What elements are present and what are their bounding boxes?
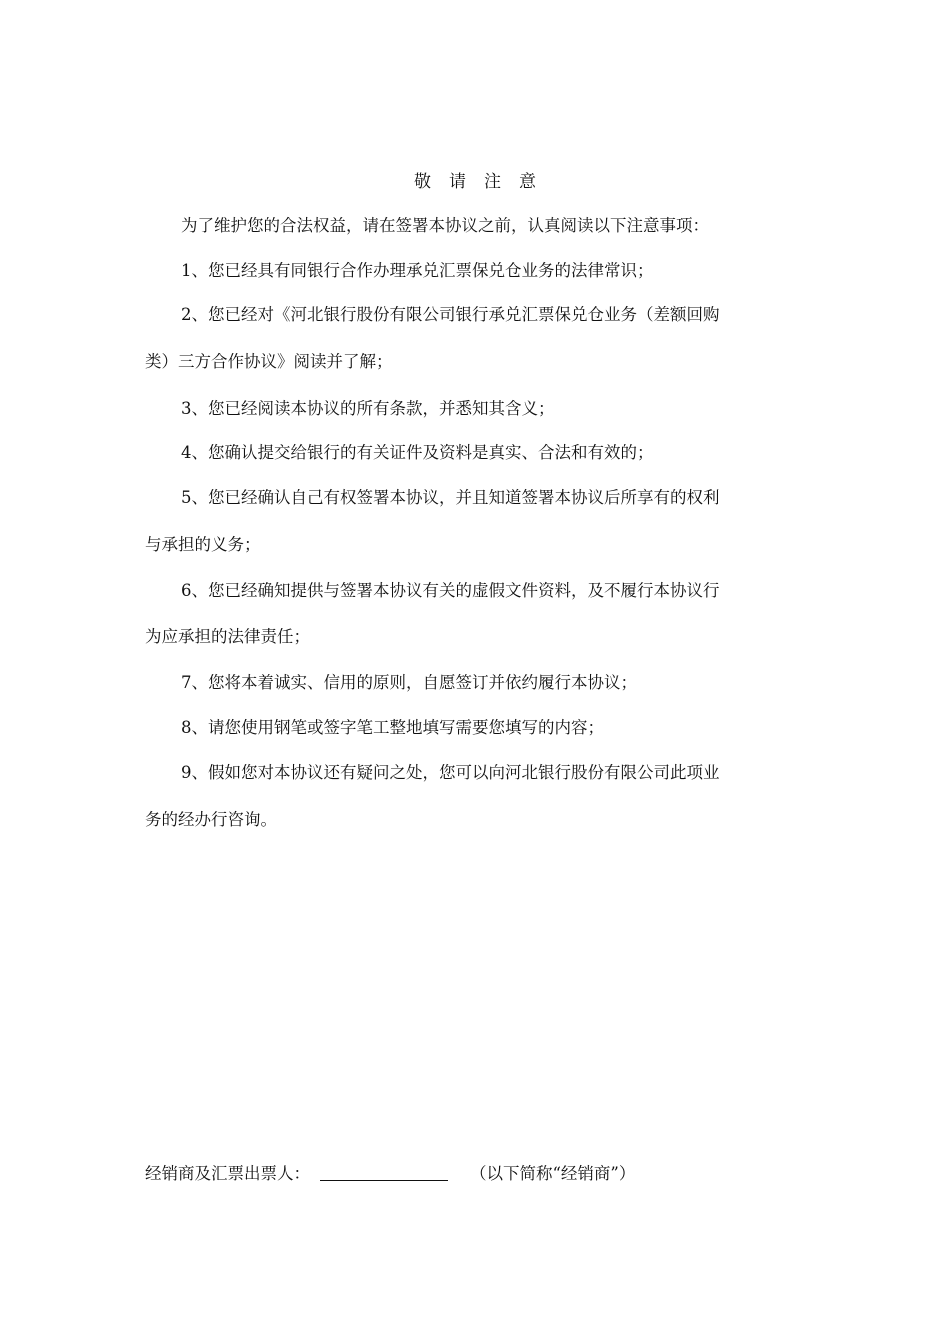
notice-item-1: 1、您已经具有同银行合作办理承兑汇票保兑仓业务的法律常识； xyxy=(181,261,654,280)
notice-item-3: 3、您已经阅读本协议的所有条款，并悉知其含义； xyxy=(181,399,555,418)
notice-item-9: 9、假如您对本协议还有疑问之处，您可以向河北银行股份有限公司此项业 xyxy=(181,763,720,782)
signature-label: 经销商及汇票出票人： xyxy=(145,1164,310,1183)
notice-item-5-continued: 与承担的义务； xyxy=(145,535,261,554)
signature-blank-field[interactable] xyxy=(320,1162,448,1181)
notice-item-6-continued: 为应承担的法律责任； xyxy=(145,627,310,646)
notice-item-5: 5、您已经确认自己有权签署本协议，并且知道签署本协议后所享有的权利 xyxy=(181,488,720,507)
notice-item-2-continued: 类）三方合作协议》阅读并了解； xyxy=(145,352,393,371)
notice-item-2: 2、您已经对《河北银行股份有限公司银行承兑汇票保兑仓业务（差额回购 xyxy=(181,305,720,324)
notice-item-8: 8、请您使用钢笔或签字笔工整地填写需要您填写的内容； xyxy=(181,718,604,737)
signature-note: （以下简称“经销商”） xyxy=(470,1164,636,1183)
notice-title: 敬请注意 xyxy=(414,172,554,192)
signature-line xyxy=(145,1162,635,1186)
intro-paragraph: 为了维护您的合法权益，请在签署本协议之前，认真阅读以下注意事项： xyxy=(181,216,709,235)
notice-item-4: 4、您确认提交给银行的有关证件及资料是真实、合法和有效的； xyxy=(181,443,654,462)
notice-item-9-continued: 务的经办行咨询。 xyxy=(145,810,277,829)
notice-item-6: 6、您已经确知提供与签署本协议有关的虚假文件资料，及不履行本协议行 xyxy=(181,581,720,600)
notice-item-7: 7、您将本着诚实、信用的原则，自愿签订并依约履行本协议； xyxy=(181,673,637,692)
